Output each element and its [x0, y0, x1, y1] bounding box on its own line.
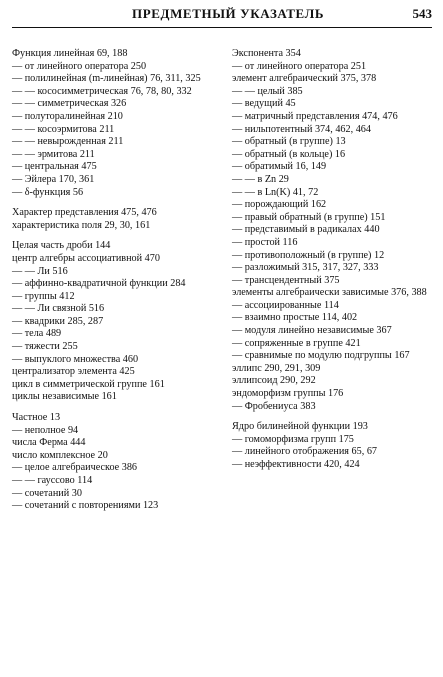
index-entry: — — косоэрмитова 211 — [12, 123, 115, 135]
index-entry: характеристика поля 29, 30, 161 — [12, 219, 151, 231]
index-entry: — линейного отображения 65, 67 — [232, 446, 378, 458]
index-entry: — — в Zn 29 — [232, 173, 289, 185]
index-entry: Экспонента 354 — [232, 48, 301, 59]
index-entry: — правый обратный (в группе) 151 — [232, 211, 386, 223]
index-entry: — выпуклого множества 460 — [12, 353, 139, 365]
index-entry: — — целый 385 — [232, 85, 303, 97]
index-entry: — обратный (в кольце) 16 — [232, 148, 346, 160]
index-entry: — трансцендентный 375 — [232, 274, 340, 286]
index-entry: — разложимый 315, 317, 327, 333 — [232, 262, 379, 274]
index-entry: — от линейного оператора 251 — [232, 60, 367, 72]
index-entry: эллипс 290, 291, 309 — [232, 362, 321, 374]
index-entry: Функция линейная 69, 188 — [12, 48, 128, 59]
page-header — [12, 6, 432, 28]
index-entry: — квадрики 285, 287 — [12, 315, 104, 327]
index-entry: — гомоморфизма групп 175 — [232, 433, 354, 445]
index-entry: — неэффективности 420, 424 — [232, 459, 360, 470]
index-entry: — центральная 475 — [12, 161, 97, 173]
index-entry: элементы алгебраически зависимые 376, 388 — [232, 287, 427, 299]
index-column-left — [12, 48, 220, 513]
index-entry: Ядро билинейной функции 193 — [232, 421, 368, 433]
index-entry: — — эрмитова 211 — [12, 148, 95, 160]
index-entry: циклы независимые 161 — [12, 391, 117, 403]
index-entry: — неполное 94 — [12, 424, 79, 436]
index-entry: централизатор элемента 425 — [12, 366, 135, 378]
index-entry: элемент алгебраический 375, 378 — [232, 73, 377, 85]
index-entry: — — симметрическая 326 — [12, 98, 127, 110]
index-entry: — порождающий 162 — [232, 199, 327, 211]
index-entry: эндоморфизм группы 176 — [232, 388, 344, 400]
index-entry: — сопряженные в группе 421 — [232, 337, 361, 349]
index-entry: — полуторалинейная 210 — [12, 110, 123, 122]
index-entry: Частное 13 — [12, 412, 61, 424]
header-rule — [12, 27, 432, 28]
index-entry: — — Ли связной 516 — [12, 303, 105, 315]
index-entry: Характер представления 475, 476 — [12, 207, 157, 219]
index-entry: — обратимый 16, 149 — [232, 161, 327, 173]
page-title: ПРЕДМЕТНЫЙ УКАЗАТЕЛЬ — [132, 6, 325, 21]
index-entry: — целое алгебраическое 386 — [12, 462, 138, 474]
index-entry: — простой 116 — [232, 236, 298, 248]
index-entry: — — невырожденная 211 — [12, 136, 124, 148]
index-column-right — [232, 48, 432, 472]
index-entry: — представимый в радикалах 440 — [232, 224, 380, 236]
index-entry: — тяжести 255 — [12, 341, 78, 353]
index-entry: — противоположный (в группе) 12 — [232, 249, 385, 261]
index-entry: — сочетаний 30 — [12, 487, 82, 499]
index-entry: — ведущий 45 — [232, 98, 296, 110]
index-entry: — нильпотентный 374, 462, 464 — [232, 123, 371, 135]
index-entry: — обратный (в группе) 13 — [232, 136, 346, 148]
index-entry: — взаимно простые 114, 402 — [232, 312, 358, 324]
index-entry: — сочетаний с повторениями 123 — [12, 500, 159, 512]
index-entry: — — гауссово 114 — [12, 475, 93, 486]
index-entry: — группы 412 — [12, 290, 75, 302]
index-entry: центр алгебры ассоциативной 470 — [12, 252, 160, 264]
index-entry: — Фробениуса 383 — [232, 400, 316, 412]
index-entry: — модуля линейно независимые 367 — [232, 325, 392, 337]
index-entry: — матричный представления 474, 476 — [232, 110, 398, 122]
index-entry: — аффинно-квадратичной функции 284 — [12, 278, 186, 290]
index-entry: Целая часть дроби 144 — [12, 240, 111, 252]
index-entry: — сравнимые по модулю подгруппы 167 — [232, 350, 410, 362]
index-entry: числа Ферма 444 — [12, 437, 86, 449]
index-entry: — ассоциированные 114 — [232, 299, 339, 311]
index-entry: число комплексное 20 — [12, 449, 108, 461]
index-entry: — тела 489 — [12, 328, 62, 340]
index-entry: — от линейного оператора 250 — [12, 60, 147, 72]
index-entry: — Эйлера 170, 361 — [12, 173, 95, 185]
index-entry: — δ-функция 56 — [12, 186, 84, 198]
index-entry: — — Ли 516 — [12, 265, 68, 277]
index-entry: — — кососимметрическая 76, 78, 80, 332 — [12, 85, 192, 97]
index-entry: цикл в симметрической группе 161 — [12, 378, 165, 390]
index-entry: — полилинейная (m-линейная) 76, 311, 325 — [12, 73, 201, 85]
index-entry: — — в Ln(K) 41, 72 — [232, 186, 319, 198]
page-number: 543 — [412, 6, 432, 21]
index-entry: эллипсоид 290, 292 — [232, 375, 316, 387]
